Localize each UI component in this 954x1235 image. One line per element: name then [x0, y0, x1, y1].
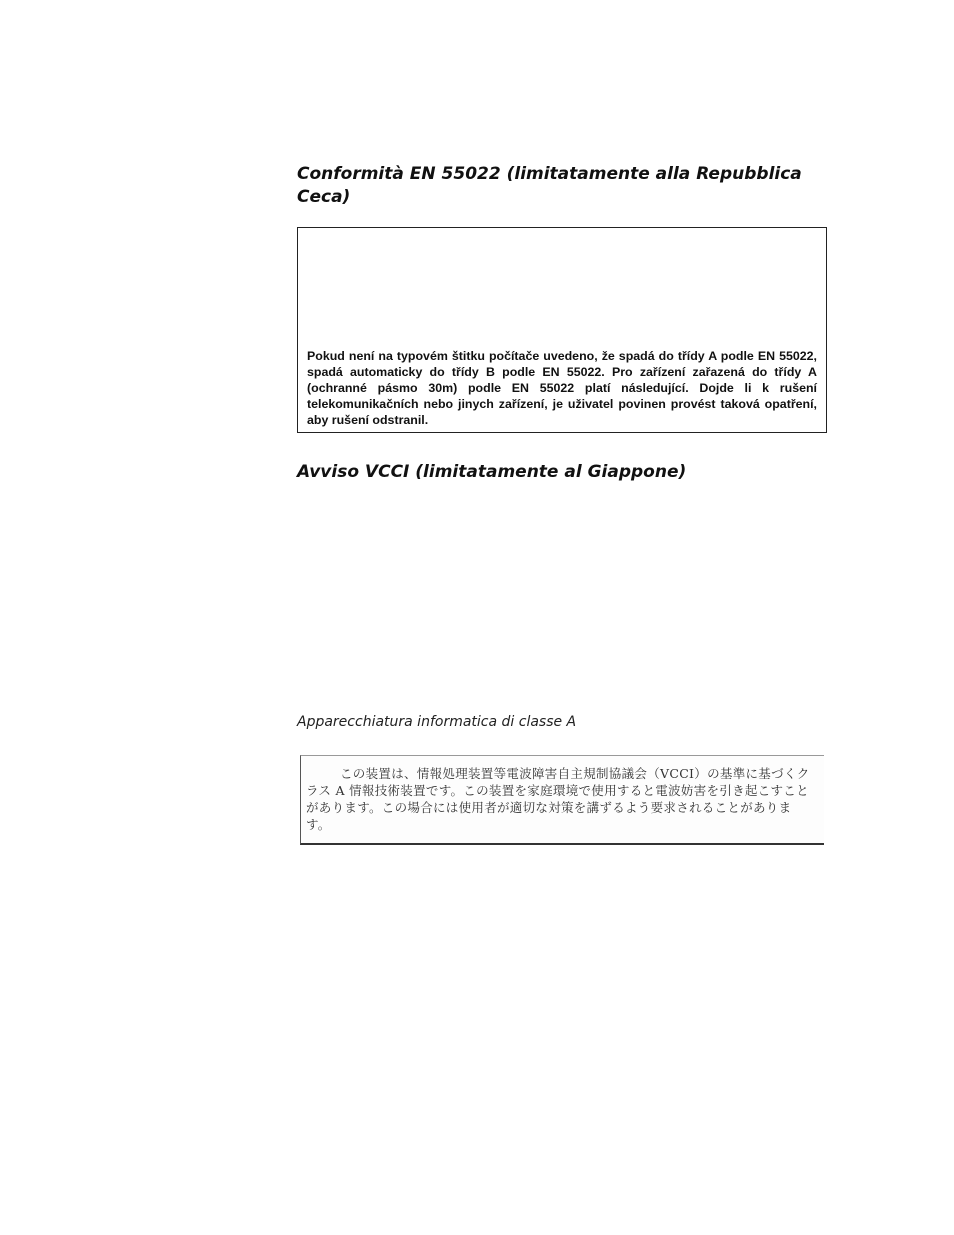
vcci-japanese-text: この装置は、情報処理装置等電波障害自主規制協議会（VCCI）の基準に基づくクラス A 情報技術装置です。この装置を家庭環境で使用すると電波妨害を引き起こすことがあります。この場合には使用者が適切な対策を講ずるよう要求されることがあります。 — [306, 766, 810, 832]
czech-compliance-heading: Conformità EN 55022 (limitatamente alla Repubblica Ceca) — [297, 164, 802, 207]
czech-notice-box — [297, 227, 827, 433]
vcci-notice-image — [300, 755, 824, 845]
class-a-caption: Apparecchiatura informatica di classe A — [297, 714, 577, 730]
czech-notice-text: Pokud není na typovém štitku počítače uvedeno, že spadá do třídy A podle EN 55022, spadá automaticky do třídy B podle EN 55022. Pro zařízení zařazená do třídy A (ochranné pásmo 30m) podle EN 55022 platí následující. Dojde li k rušení telekomunikačních nebo jinych zařízení, je uživatel povinen provést taková opatření, aby rušení odstranil. — [307, 349, 817, 427]
vcci-notice-heading: Avviso VCCI (limitatamente al Giappone) — [297, 462, 687, 482]
